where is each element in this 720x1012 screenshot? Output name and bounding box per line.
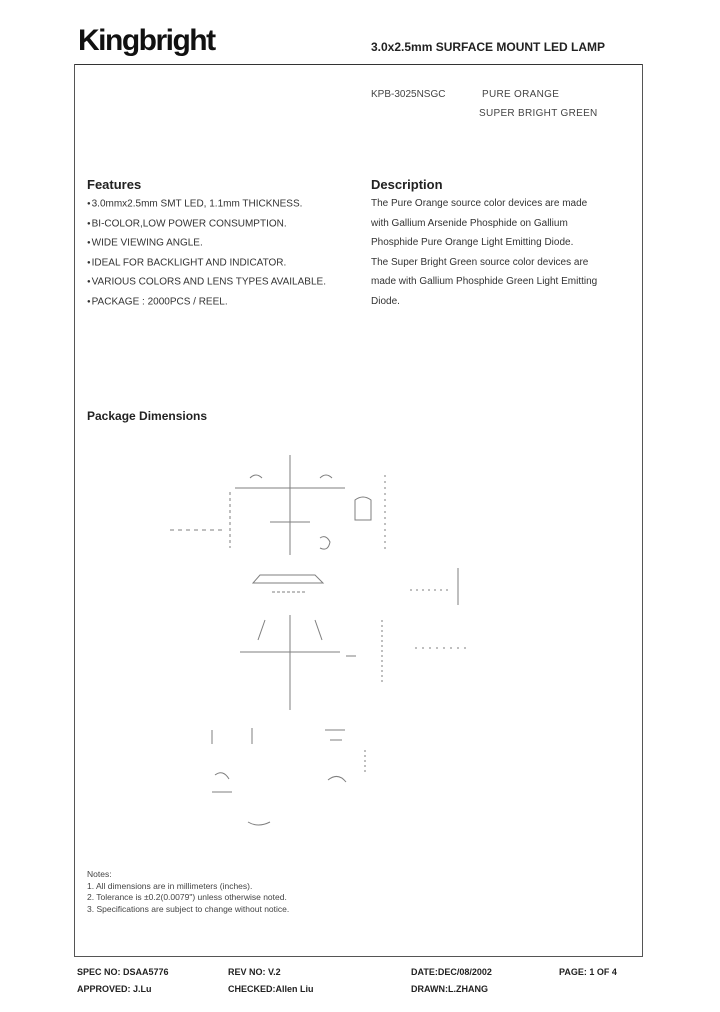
- outline: [320, 537, 330, 549]
- package-dimensions-heading: Package Dimensions: [87, 409, 208, 423]
- outline: [315, 620, 322, 640]
- outline: [355, 497, 371, 520]
- spec-number: SPEC NO: DSAA5776: [77, 967, 169, 977]
- approved-by: APPROVED: J.Lu: [77, 984, 152, 994]
- feature-item: ● 3.0mmx2.5mm SMT LED, 1.1mm THICKNESS.: [87, 196, 357, 216]
- outline: [248, 822, 270, 825]
- description-line: made with Gallium Phosphide Green Light Emitting: [371, 276, 598, 287]
- features-heading: Features: [87, 177, 142, 192]
- page-number: PAGE: 1 OF 4: [559, 967, 617, 977]
- document-title: 3.0x2.5mm SURFACE MOUNT LED LAMP: [371, 40, 606, 54]
- note-item: 2. Tolerance is ±0.2(0.0079") unless otherwise noted.: [87, 892, 287, 902]
- feature-item: ● IDEAL FOR BACKLIGHT AND INDICATOR.: [87, 255, 357, 275]
- description-line: Phosphide Pure Orange Light Emitting Diode.: [371, 237, 574, 248]
- revision-number: REV NO: V.2: [228, 967, 281, 977]
- note-item: 1. All dimensions are in millimeters (inches).: [87, 880, 253, 891]
- feature-item: ● BI-COLOR,LOW POWER CONSUMPTION.: [87, 216, 357, 236]
- features-list: [87, 196, 357, 313]
- outline: [328, 776, 346, 782]
- outline: [212, 728, 252, 744]
- description-line: The Pure Orange source color devices are made: [371, 198, 588, 209]
- part-number: KPB-3025NSGC: [371, 89, 446, 100]
- feature-item: ● VARIOUS COLORS AND LENS TYPES AVAILABLE.: [87, 274, 357, 294]
- notes-section: [87, 869, 289, 915]
- description-line: with Gallium Arsenide Phosphide on Gallium: [371, 217, 568, 229]
- date: DATE:DEC/08/2002: [411, 967, 492, 977]
- outline: [325, 730, 345, 740]
- note-item: 3. Specifications are subject to change without notice.: [87, 903, 290, 914]
- package-dimension-drawing: [160, 430, 480, 840]
- checked-by: CHECKED:Allen Liu: [228, 984, 314, 994]
- outline: [258, 620, 265, 640]
- description-heading: Description: [371, 177, 443, 192]
- emitted-color-2: SUPER BRIGHT GREEN: [479, 108, 598, 119]
- description-line: Diode.: [371, 295, 400, 307]
- outline: [212, 773, 232, 792]
- notes-heading: Notes:: [87, 869, 112, 879]
- feature-item: ● WIDE VIEWING ANGLE.: [87, 235, 357, 255]
- drawn-by: DRAWN:L.ZHANG: [411, 984, 488, 994]
- outline: [250, 475, 332, 478]
- company-logo: Kingbright: [78, 24, 215, 57]
- description-text: [371, 196, 621, 313]
- feature-item: ● PACKAGE : 2000PCS / REEL.: [87, 294, 357, 314]
- description-line: The Super Bright Green source color devices are: [371, 256, 589, 268]
- outline: [253, 575, 323, 583]
- emitted-color-1: PURE ORANGE: [482, 89, 560, 100]
